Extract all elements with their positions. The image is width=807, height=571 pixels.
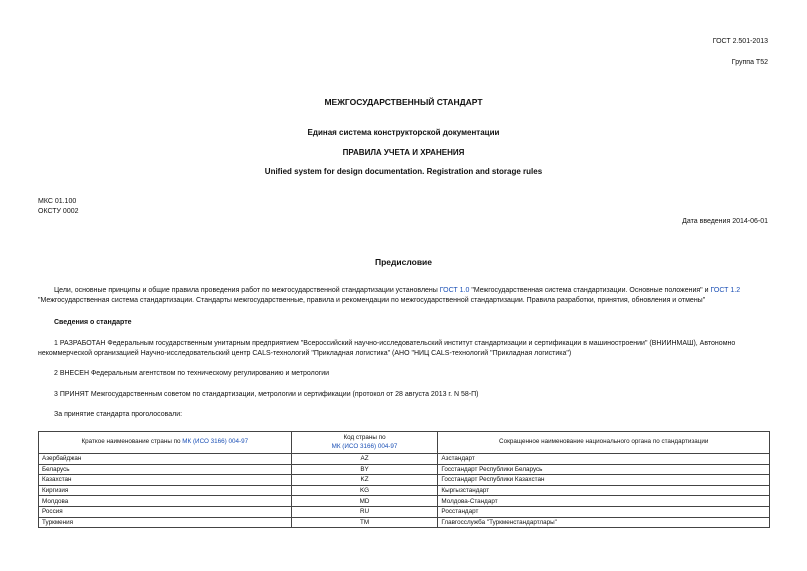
table-row bbox=[39, 475, 770, 486]
standard-type-title: МЕЖГОСУДАРСТВЕННЫЙ СТАНДАРТ bbox=[324, 97, 483, 107]
table-row bbox=[39, 496, 770, 507]
country-cell: Киргизия bbox=[39, 485, 292, 496]
body-cell: Госстандарт Республики Казахстан bbox=[438, 475, 770, 486]
mk-iso-3166-link[interactable]: МК (ИСО 3166) 004-97 bbox=[182, 438, 249, 446]
country-cell: Казахстан bbox=[39, 475, 292, 486]
country-cell: Россия bbox=[39, 506, 292, 517]
code-cell: BY bbox=[291, 464, 438, 475]
code-cell: AZ bbox=[291, 454, 438, 465]
mks-code: МКС 01.100 bbox=[38, 198, 77, 205]
code-cell: KG bbox=[291, 485, 438, 496]
table-row bbox=[39, 454, 770, 465]
country-cell: Туркмения bbox=[39, 517, 292, 528]
table-row bbox=[39, 517, 770, 528]
code-cell: MD bbox=[291, 496, 438, 507]
body-cell: Главгосслужба "Туркменстандартлары" bbox=[438, 517, 770, 528]
introduction-date: Дата введения 2014-06-01 bbox=[682, 218, 768, 225]
body-cell: Кыргызстандарт bbox=[438, 485, 770, 496]
table-row bbox=[39, 464, 770, 475]
item-developed: 1 РАЗРАБОТАН Федеральным государственным унитарным предприятием "Всероссийский научно-исследовательский институт стандартизации и сертификации в машиностроении" (ВНИИНМАШ), Автономно некоммерческой организацией Научно-исследовательский центр CALS-технологий "Прикладная логистика" (АНО "НИЦ CALS-технологий "Прикладная логистика") bbox=[38, 340, 736, 357]
item-submitted: 2 ВНЕСЕН Федеральным агентством по техническому регулированию и метрологии bbox=[54, 370, 330, 377]
code-cell: KZ bbox=[291, 475, 438, 486]
table-row bbox=[39, 485, 770, 496]
code-cell: RU bbox=[291, 506, 438, 517]
foreword-text-b: "Межгосударственная система стандартизации. Основные положения" и bbox=[469, 287, 711, 294]
code-cell: TM bbox=[291, 517, 438, 528]
voted-label: За принятие стандарта проголосовали: bbox=[54, 411, 183, 418]
mk-iso-3166-code-link[interactable]: МК (ИСО 3166) 004-97 bbox=[331, 442, 398, 450]
country-header-text: Краткое наименование страны по bbox=[81, 438, 183, 446]
document-code: ГОСТ 2.501-2013 bbox=[712, 38, 768, 45]
foreword-paragraph bbox=[38, 286, 770, 306]
body-cell: Азстандарт bbox=[438, 454, 770, 465]
foreword-text-a: Цели, основные принципы и общие правила проведения работ по межгосударственной стандартизации установлены bbox=[54, 287, 440, 294]
standard-name-en: Unified system for design documentation. Registration and storage rules bbox=[264, 167, 543, 176]
column-header-country bbox=[39, 432, 292, 454]
table-row bbox=[39, 506, 770, 517]
okstu-code: ОКСТУ 0002 bbox=[38, 208, 79, 215]
system-title: Единая система конструкторской документации bbox=[307, 128, 500, 137]
body-cell: Молдова-Стандарт bbox=[438, 496, 770, 507]
gost-1-2-link[interactable]: ГОСТ 1.2 bbox=[710, 287, 741, 294]
foreword-heading: Предисловие bbox=[374, 257, 433, 267]
country-cell: Молдова bbox=[39, 496, 292, 507]
item-adopted: 3 ПРИНЯТ Межгосударственным советом по стандартизации, метрологии и сертификации (протокол от 28 августа 2013 г. N 58-П) bbox=[54, 391, 479, 398]
standard-name-ru: ПРАВИЛА УЧЕТА И ХРАНЕНИЯ bbox=[342, 148, 465, 157]
code-header-text: Код страны по bbox=[343, 434, 386, 441]
voting-countries-table bbox=[38, 431, 770, 528]
body-cell: Госстандарт Республики Беларусь bbox=[438, 464, 770, 475]
column-header-code bbox=[291, 432, 438, 454]
country-cell: Азербайджан bbox=[39, 454, 292, 465]
body-cell: Росстандарт bbox=[438, 506, 770, 517]
country-cell: Беларусь bbox=[39, 464, 292, 475]
gost-1-0-link[interactable]: ГОСТ 1.0 bbox=[439, 287, 470, 294]
foreword-text-c: "Межгосударственная система стандартизации. Стандарты межгосударственные, правила и рекомендации по межгосударственной стандартизации. Правила разработки, принятия, обновления и отмены" bbox=[38, 297, 706, 304]
table-header-row bbox=[39, 432, 770, 454]
standard-info-heading: Сведения о стандарте bbox=[54, 319, 132, 326]
group-label: Группа Т52 bbox=[731, 59, 768, 66]
column-header-body: Сокращенное наименование национального органа по стандартизации bbox=[438, 432, 770, 454]
